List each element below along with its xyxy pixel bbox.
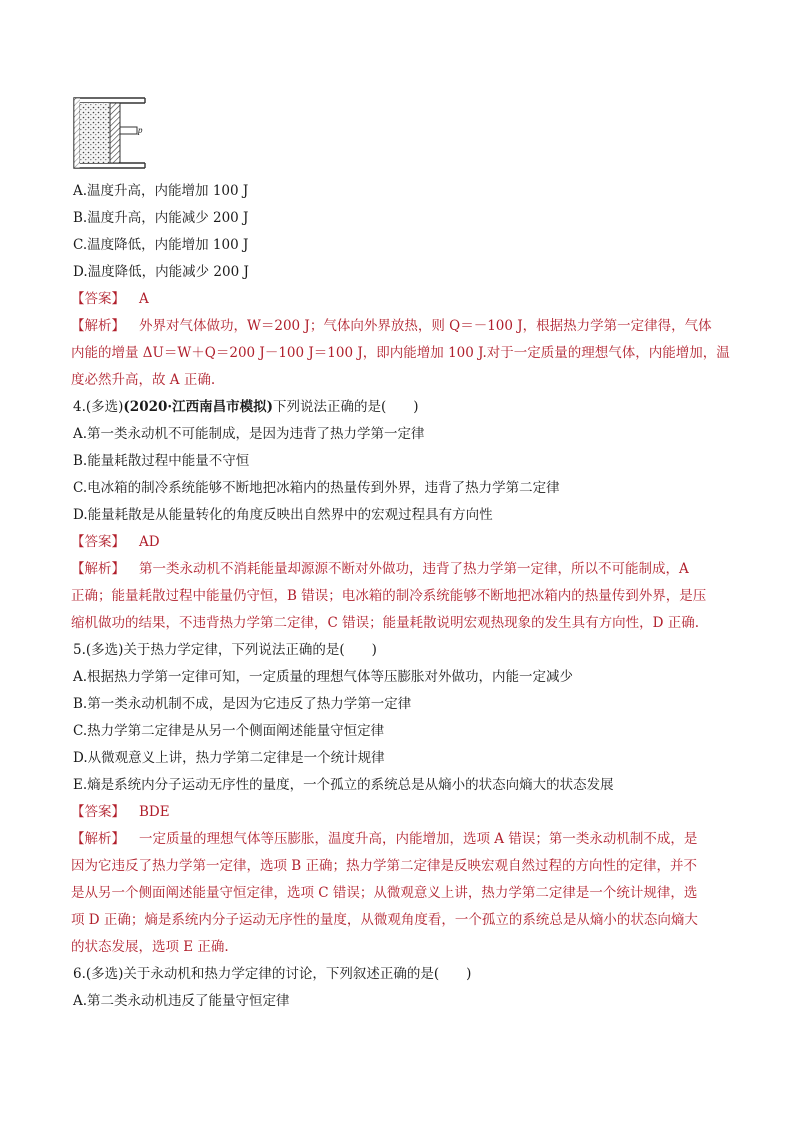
answer-label: 【答案】 bbox=[71, 291, 125, 307]
q4-option-a: A.第一类永动机不可能制成，是因为违背了热力学第一定律 bbox=[73, 426, 425, 442]
answer-value: A bbox=[139, 291, 149, 307]
explain-label: 【解析】 bbox=[71, 831, 125, 847]
q4-option-d: D.能量耗散是从能量转化的角度反映出自然界中的宏观过程具有方向性 bbox=[73, 507, 493, 523]
explain-line: 内能的增量 ΔU＝W＋Q＝200 J－100 J＝100 J，即内能增加 100 J.对于一定质量的理想气体，内能增加，温 bbox=[71, 345, 730, 361]
q5-option-d: D.从微观意义上讲，热力学第二定律是一个统计规律 bbox=[73, 750, 385, 766]
q4-explanation bbox=[71, 556, 733, 637]
q4-option-b: B.能量耗散过程中能量不守恒 bbox=[73, 453, 250, 469]
q6-option-a: A.第二类永动机违反了能量守恒定律 bbox=[73, 993, 290, 1009]
q3-option-d: D.温度降低，内能减少 200 J bbox=[73, 264, 249, 280]
q6-stem: 6.(多选)关于永动机和热力学定律的讨论，下列叙述正确的是( ) bbox=[73, 966, 472, 982]
q5-option-e: E.熵是系统内分子运动无序性的量度，一个孤立的系统总是从熵小的状态向熵大的状态发展 bbox=[73, 777, 614, 793]
answer-value: AD bbox=[139, 534, 160, 550]
explain-label: 【解析】 bbox=[71, 561, 125, 577]
explain-line: 正确；能量耗散过程中能量仍守恒，B 错误；电冰箱的制冷系统能够不断地把冰箱内的热量传到外界，是压 bbox=[71, 588, 707, 604]
explain-line: 一定质量的理想气体等压膨胀，温度升高，内能增加，选项 A 错误；第一类永动机制不成，是 bbox=[139, 831, 698, 847]
q3-option-a: A.温度升高，内能增加 100 J bbox=[73, 183, 249, 199]
answer-label: 【答案】 bbox=[71, 534, 125, 550]
explain-line: 的状态发展，选项 E 正确. bbox=[71, 939, 229, 955]
explain-line: 是从另一个侧面阐述能量守恒定律，选项 C 错误；从微观意义上讲，热力学第二定律是一个统计规律，选 bbox=[71, 885, 698, 901]
q3-explanation bbox=[71, 313, 733, 394]
cylinder-piston-figure bbox=[72, 96, 152, 170]
q3-option-b: B.温度升高，内能减少 200 J bbox=[73, 210, 249, 226]
explain-line: 度必然升高，故 A 正确. bbox=[71, 372, 216, 388]
q4-answer bbox=[71, 529, 733, 556]
question-content bbox=[73, 178, 733, 1015]
pressure-label: p bbox=[138, 125, 143, 135]
q5-option-c: C.热力学第二定律是从另一个侧面阐述能量守恒定律 bbox=[73, 723, 385, 739]
explain-line: 因为它违反了热力学第一定律，选项 B 正确；热力学第二定律是反映宏观自然过程的方向性的定律，并不 bbox=[71, 858, 698, 874]
q4-stem bbox=[73, 394, 733, 421]
q3-answer bbox=[71, 286, 733, 313]
explain-label: 【解析】 bbox=[71, 318, 125, 334]
q5-stem: 5.(多选)关于热力学定律，下列说法正确的是( ) bbox=[73, 642, 377, 658]
q4-option-c: C.电冰箱的制冷系统能够不断地把冰箱内的热量传到外界，违背了热力学第二定律 bbox=[73, 480, 560, 496]
q4-number: 4.(多选) bbox=[73, 399, 124, 415]
explain-line: 项 D 正确；熵是系统内分子运动无序性的量度，从微观角度看，一个孤立的系统总是从熵小的状态向熵大 bbox=[71, 912, 698, 928]
answer-label: 【答案】 bbox=[71, 804, 125, 820]
q4-stem-text: 下列说法正确的是( ) bbox=[272, 399, 419, 415]
explain-line: 第一类永动机不消耗能量却源源不断对外做功，违背了热力学第一定律，所以不可能制成，A bbox=[139, 561, 689, 577]
answer-value: BDE bbox=[139, 804, 170, 820]
q5-option-b: B.第一类永动机制不成，是因为它违反了热力学第一定律 bbox=[73, 696, 412, 712]
explain-line: 外界对气体做功，W＝200 J；气体向外界放热，则 Q＝－100 J，根据热力学第一定律得，气体 bbox=[139, 318, 712, 334]
q5-option-a: A.根据热力学第一定律可知，一定质量的理想气体等压膨胀对外做功，内能一定减少 bbox=[73, 669, 574, 685]
q4-source: (2020·江西南昌市模拟) bbox=[123, 399, 273, 415]
cylinder-diagram bbox=[72, 96, 152, 170]
q5-answer bbox=[71, 799, 733, 826]
explain-line: 缩机做功的结果，不违背热力学第二定律，C 错误；能量耗散说明宏观热现象的发生具有方向性，D 正确. bbox=[71, 615, 700, 631]
q3-option-c: C.温度降低，内能增加 100 J bbox=[73, 237, 249, 253]
q5-explanation bbox=[71, 826, 733, 961]
